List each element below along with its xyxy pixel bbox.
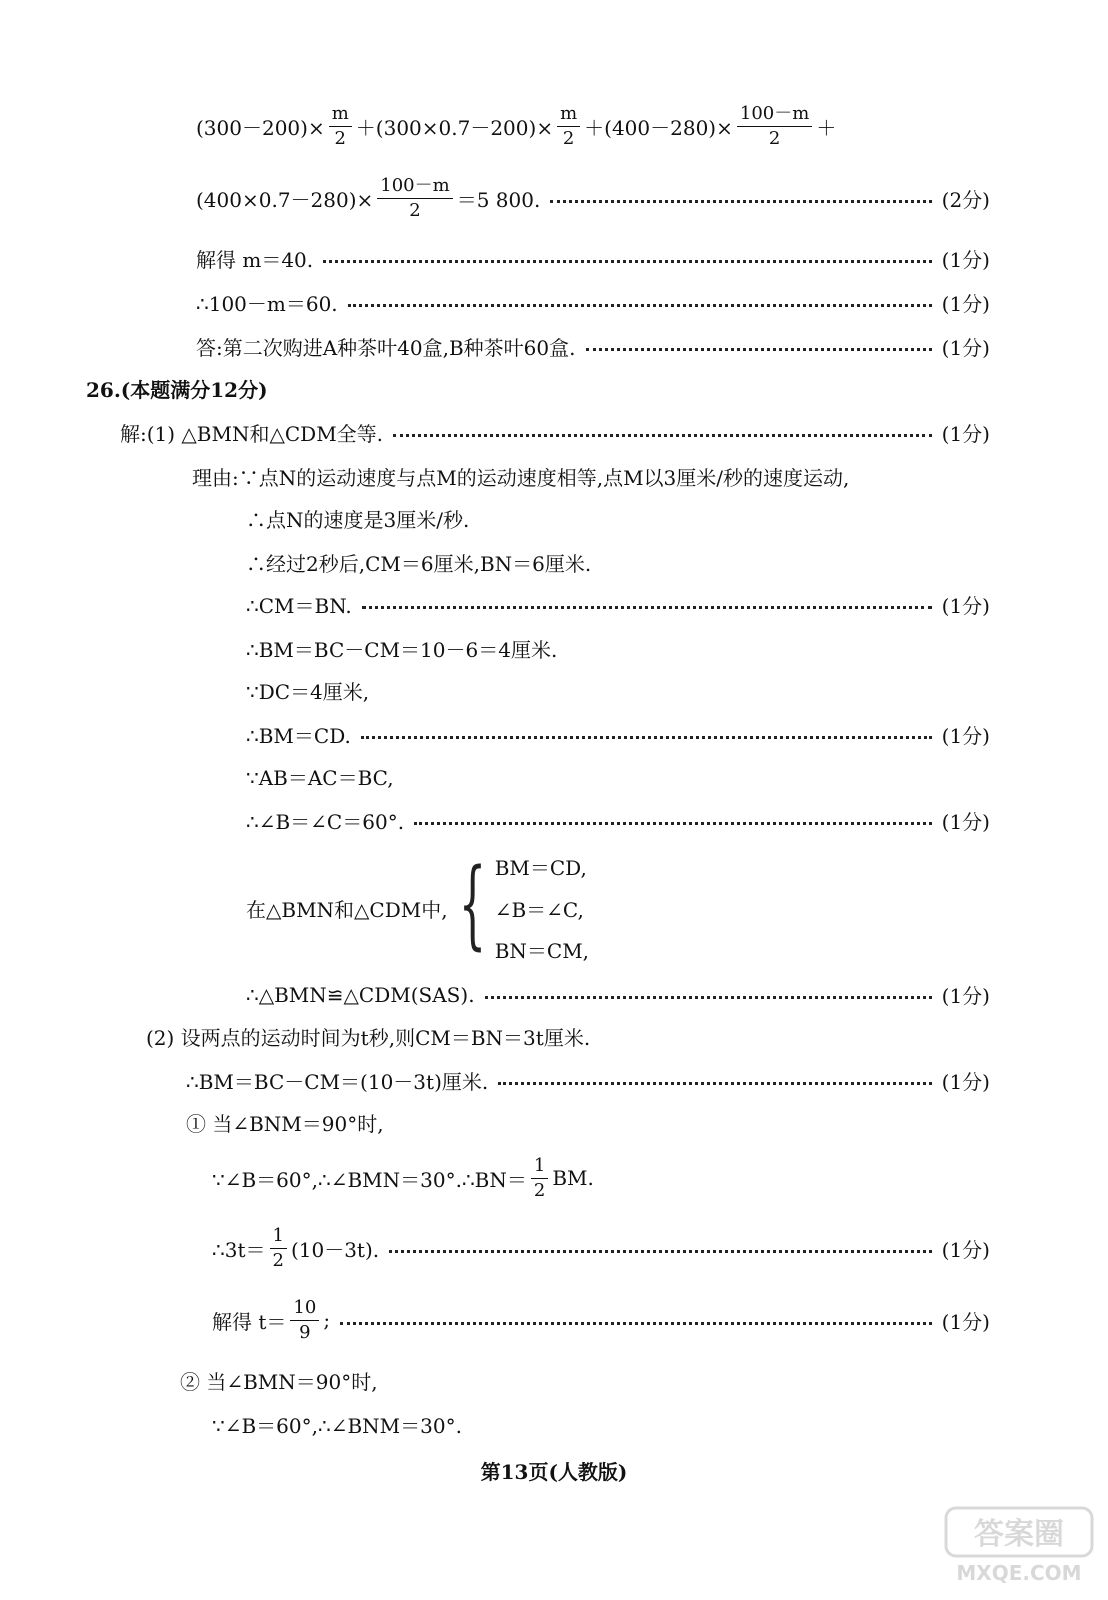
- dotted-leader: [414, 822, 932, 825]
- condition-3: BN＝CM,: [494, 939, 590, 963]
- equation-text: ＋: [816, 115, 837, 140]
- solution-text: ∴∠B＝∠C＝60°.: [246, 810, 405, 834]
- score-label: (1分): [941, 1237, 990, 1262]
- equation-text: ＋(400－280)×: [584, 115, 733, 140]
- solution-text: 解得 t＝: [212, 1309, 287, 1334]
- system-conditions: [495, 852, 589, 964]
- solution-text: (2) 设两点的运动时间为t秒,则CM＝BN＝3t厘米.: [146, 1026, 591, 1050]
- score-label: (1分): [941, 336, 990, 360]
- solution-text: ∴CM＝BN.: [246, 594, 352, 618]
- solution-line: [212, 1410, 462, 1439]
- page-footer: 第13页(人教版): [480, 1460, 628, 1484]
- answer-text: 解得 m＝40.: [196, 248, 314, 272]
- solution-text: ∵AB＝AC＝BC,: [246, 766, 394, 790]
- solution-text: ∴经过2秒后,CM＝6厘米,BN＝6厘米.: [246, 552, 592, 576]
- answer-line: [196, 244, 990, 273]
- score-label: (1分): [941, 422, 990, 446]
- solution-text: 解:(1) △BMN和△CDM全等.: [120, 422, 384, 446]
- left-brace-icon: {: [458, 848, 486, 960]
- fraction: $\frac{10}{9}$: [290, 1298, 319, 1343]
- watermark-logo: [944, 1506, 1094, 1586]
- score-label: (1分): [941, 724, 990, 748]
- answer-line: [196, 288, 990, 317]
- answer-line: [196, 332, 990, 361]
- score-label: (1分): [941, 594, 990, 618]
- solution-text: 理由:∵点N的运动速度与点M的运动速度相等,点M以3厘米/秒的速度运动,: [192, 466, 850, 490]
- svg-text:MXQE.COM: MXQE.COM: [956, 1561, 1082, 1585]
- dotted-leader: [498, 1082, 931, 1085]
- dotted-leader: [586, 348, 932, 351]
- solution-line: [246, 504, 469, 533]
- fraction: $\frac{100-m}{2}$: [737, 104, 812, 149]
- solution-text: ∴点N的速度是3厘米/秒.: [246, 508, 470, 532]
- solution-text: ∴BM＝BC－CM＝10－6＝4厘米.: [246, 638, 558, 662]
- svg-text:答案圈: 答案圈: [974, 1517, 1064, 1552]
- condition-2: ∠B＝∠C,: [494, 897, 584, 922]
- condition-1: BM＝CD,: [494, 856, 587, 880]
- solution-line: [246, 676, 369, 705]
- solution-line: [246, 720, 990, 749]
- question-number: 26.(本题满分12分): [86, 378, 268, 402]
- solution-line: [146, 1022, 590, 1051]
- equation-line-2: [196, 176, 990, 221]
- solution-line: [192, 462, 849, 491]
- solution-line: [212, 1156, 594, 1201]
- dotted-leader: [389, 1250, 932, 1253]
- score-label: (1分): [941, 810, 990, 834]
- solution-text: ∴BM＝CD.: [246, 724, 351, 748]
- dotted-leader: [550, 200, 931, 203]
- solution-text: ;: [323, 1308, 331, 1333]
- system-prefix: 在△BMN和△CDM中,: [246, 897, 448, 922]
- solution-line: [246, 590, 990, 619]
- equation-text: ＝5 800.: [456, 187, 541, 212]
- score-label: (1分): [941, 292, 990, 316]
- equation-text: (400×0.7－280)×: [196, 187, 374, 212]
- dotted-leader: [393, 434, 932, 437]
- score-label: (1分): [941, 984, 990, 1008]
- equation-text: ＋(300×0.7－200)×: [355, 115, 554, 140]
- solution-text: ∵∠B＝60°,∴∠BNM＝30°.: [212, 1414, 462, 1438]
- solution-text: (10－3t).: [290, 1237, 380, 1262]
- fraction: $\frac{100-m}{2}$: [377, 176, 452, 221]
- solution-text: ② 当∠BMN＝90°时,: [180, 1370, 378, 1394]
- equation-line-1: [196, 104, 836, 149]
- solution-line: [246, 548, 591, 577]
- solution-line: [186, 1108, 384, 1137]
- question-heading: [86, 374, 268, 403]
- solution-text: ∵DC＝4厘米,: [246, 680, 370, 704]
- dotted-leader: [362, 606, 932, 609]
- score-label: (1分): [941, 248, 990, 272]
- solution-line: [212, 1226, 990, 1271]
- score-label: (1分): [941, 1309, 990, 1334]
- solution-line: [180, 1366, 378, 1395]
- dotted-leader: [361, 736, 932, 739]
- answer-text: ∴100－m＝60.: [196, 292, 338, 316]
- dotted-leader: [340, 1322, 932, 1325]
- solution-text: ∵∠B＝60°,∴∠BMN＝30°.∴BN＝: [212, 1167, 527, 1192]
- solution-text: ∴3t＝: [212, 1237, 266, 1262]
- solution-line: [120, 418, 990, 447]
- solution-text: ① 当∠BNM＝90°时,: [186, 1112, 384, 1136]
- score-label: (1分): [941, 1070, 990, 1094]
- solution-line: [246, 634, 557, 663]
- equation-text: (300－200)×: [196, 115, 325, 140]
- solution-line: [186, 1066, 990, 1095]
- score-label: (2分): [941, 187, 990, 212]
- solution-line: [246, 762, 394, 791]
- fraction: $\frac{1}{2}$: [531, 1156, 548, 1201]
- fraction: $\frac{1}{2}$: [270, 1226, 287, 1271]
- solution-text: BM.: [552, 1166, 594, 1191]
- solution-line: [212, 1298, 990, 1343]
- dotted-leader: [323, 260, 932, 263]
- solution-line: [246, 980, 990, 1009]
- solution-text: ∴BM＝BC－CM＝(10－3t)厘米.: [186, 1070, 489, 1094]
- congruence-condition-system: [246, 848, 589, 968]
- solution-line: [246, 806, 990, 835]
- dotted-leader: [485, 996, 932, 999]
- solution-text: ∴△BMN≌△CDM(SAS).: [246, 982, 475, 1007]
- fraction: $\frac{m}{2}$: [557, 104, 580, 149]
- answer-text: 答:第二次购进A种茶叶40盒,B种茶叶60盒.: [196, 336, 576, 360]
- dotted-leader: [348, 304, 932, 307]
- fraction: $\frac{m}{2}$: [329, 104, 352, 149]
